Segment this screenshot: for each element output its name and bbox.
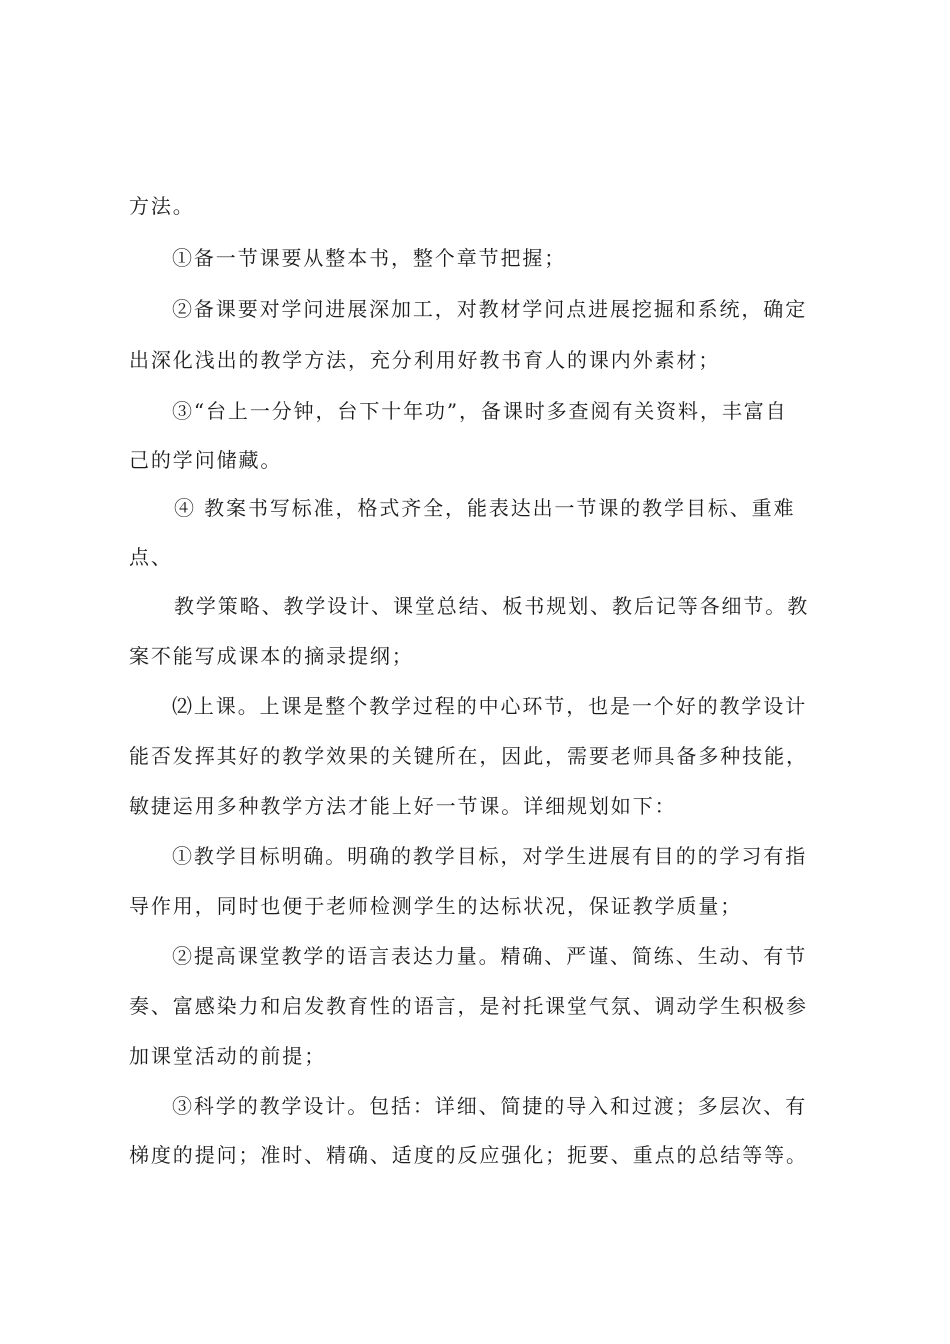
text-line: ②提高课堂教学的语言表达力量。精确、严谨、简练、生动、有节 [172, 944, 808, 968]
text-line: 出深化浅出的教学方法，充分利用好教书育人的课内外素材； [129, 348, 721, 372]
text-line: 己的学问储藏。 [129, 448, 283, 472]
text-line: ①教学目标明确。明确的教学目标，对学生进展有目的的学习有指 [172, 844, 808, 868]
text-line: 能否发挥其好的教学效果的关键所在，因此，需要老师具备多种技能， [129, 744, 808, 768]
text-line: 敏捷运用多种教学方法才能上好一节课。详细规划如下： [129, 794, 677, 818]
text-line: ③科学的教学设计。包括：详细、简捷的导入和过渡；多层次、有 [172, 1094, 808, 1118]
text-line: ②备课要对学问进展深加工，对教材学问点进展挖掘和系统，确定 [172, 297, 808, 321]
text-line: ①备一节课要从整本书，整个章节把握； [172, 246, 567, 270]
text-line: 奏、富感染力和启发教育性的语言，是衬托课堂气氛、调动学生积极参 [129, 994, 808, 1018]
text-line: 梯度的提问；准时、精确、适度的反应强化；扼要、重点的总结等等。 [129, 1143, 808, 1167]
text-line: 教学策略、教学设计、课堂总结、板书规划、教后记等各细节。教 [174, 594, 810, 618]
text-line: 点、 [129, 545, 173, 569]
text-line: ⑵上课。上课是整个教学过程的中心环节，也是一个好的教学设计 [172, 694, 808, 718]
text-line: ④ 教案书写标准，格式齐全，能表达出一节课的教学目标、重难 [174, 496, 796, 520]
text-line: 案不能写成课本的摘录提纲； [129, 644, 414, 668]
text-line: ③“台上一分钟，台下十年功”，备课时多查阅有关资料，丰富自 [172, 399, 788, 423]
text-line: 加课堂活动的前提； [129, 1044, 327, 1068]
text-line: 导作用，同时也便于老师检测学生的达标状况，保证教学质量； [129, 894, 743, 918]
text-line: 方法。 [129, 194, 195, 218]
